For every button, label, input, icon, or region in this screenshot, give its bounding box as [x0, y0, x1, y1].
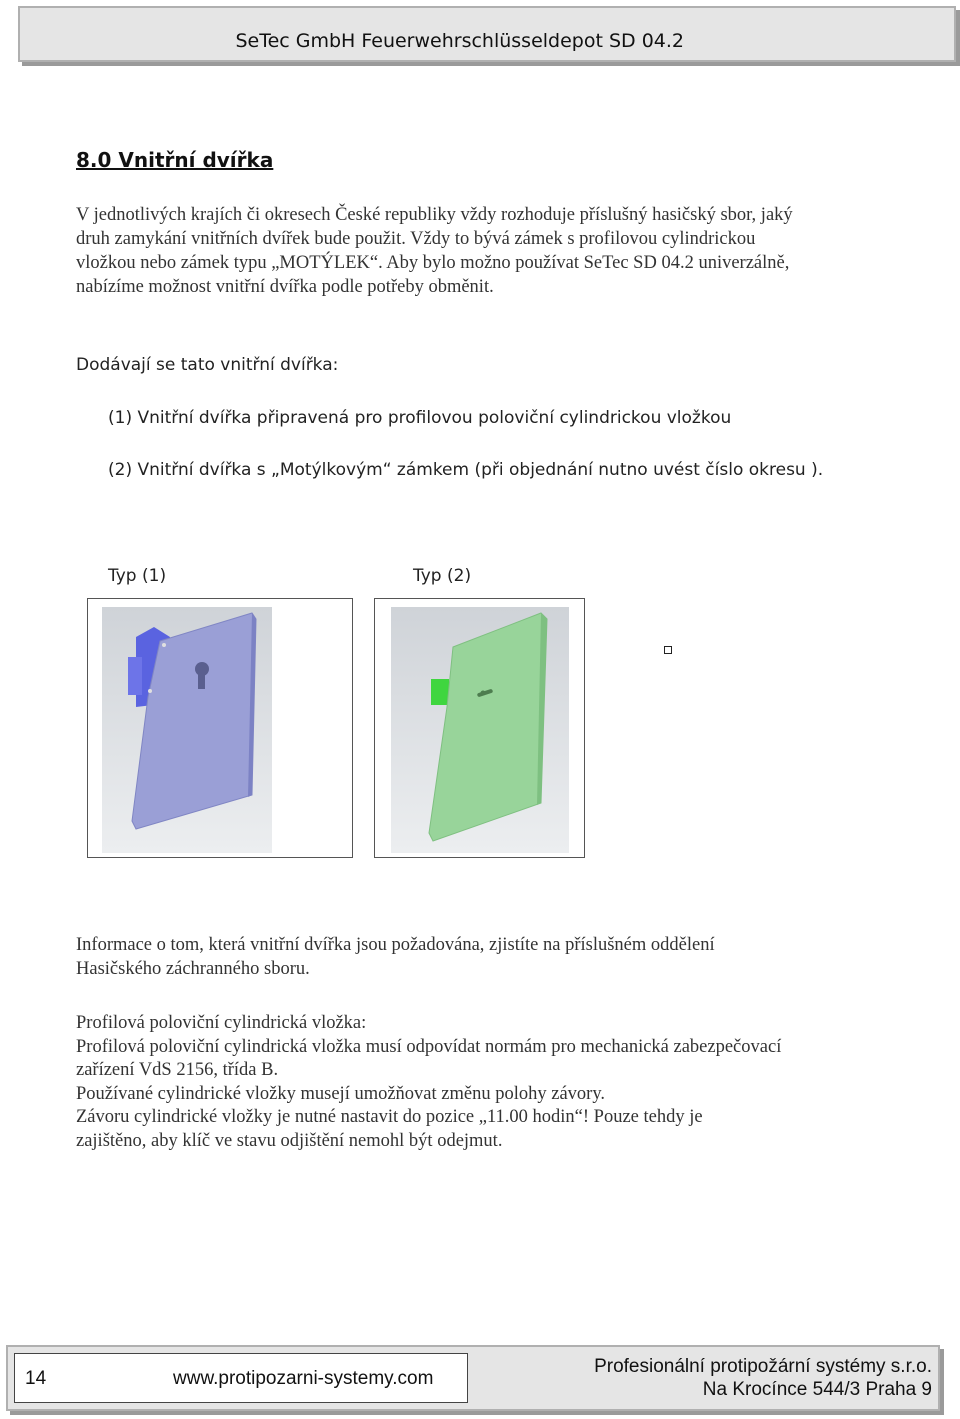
profile-line: zajištěno, aby klíč ve stavu odjištění nemohl být odejmut.: [76, 1130, 503, 1151]
type1-label: Typ (1): [108, 566, 167, 586]
section-heading: 8.0 Vnitřní dvířka: [76, 148, 274, 172]
intro-paragraph: V jednotlivých krajích či okresech České republiky vždy rozhoduje příslušný hasičský sbor, jaký druh zamykání vnitřních dvířek bude použit. Vždy to bývá zámek s profilovou cylindrickou vložkou nebo zámek typu „MOTÝLEK“. Aby bylo možno používat SeTec SD 04.2 univerzálně, nabízíme možnost vnitřní dvířka podle potřeby obměnit.: [76, 205, 793, 297]
footer-left-box: [14, 1353, 468, 1403]
lock-block: [431, 679, 449, 705]
page-footer: [6, 1345, 940, 1411]
door-type2-figure: [374, 598, 585, 858]
profile-section: [76, 1012, 896, 1153]
door-type2-image: [391, 607, 569, 853]
supply-intro: Dodávají se tato vnitřní dvířka:: [76, 355, 339, 375]
door-type1-image: [102, 607, 272, 853]
page-header: [18, 6, 956, 62]
footer-url[interactable]: www.protipozarni-systemy.com: [173, 1368, 434, 1389]
small-square-marker: [664, 646, 672, 654]
company-address: Na Krocínce 544/3 Praha 9: [702, 1379, 932, 1400]
supply-item-1: (1) Vnitřní dvířka připravená pro profilovou poloviční cylindrickou vložkou: [108, 408, 732, 428]
profile-line: Závoru cylindrické vložky je nutné nastavit do pozice „11.00 hodin“! Pouze tehdy je: [76, 1107, 703, 1127]
type2-label: Typ (2): [413, 566, 472, 586]
supply-item-2: (2) Vnitřní dvířka s „Motýlkovým“ zámkem (při objednání nutno uvést číslo okresu ).: [108, 460, 824, 480]
info-paragraph: Informace o tom, která vnitřní dvířka jsou požadována, zjistíte na příslušném oddělení Hasičského záchranného sboru.: [76, 935, 715, 979]
profile-line: Profilová poloviční cylindrická vložka musí odpovídat normám pro mechanická zabezpečovací: [76, 1036, 782, 1057]
door-type1-figure: [87, 598, 353, 858]
page-number: 14: [25, 1368, 47, 1389]
lock-block: [128, 657, 142, 695]
footer-company-info: [594, 1355, 932, 1401]
profile-title: Profilová poloviční cylindrická vložka:: [76, 1013, 367, 1033]
header-title: SeTec GmbH Feuerwehrschlüsseldepot SD 04.2: [235, 30, 684, 52]
company-name: Profesionální protipožární systémy s.r.o.: [594, 1356, 932, 1377]
profile-line: Používané cylindrické vložky musejí umožňovat změnu polohy závory.: [76, 1083, 605, 1104]
profile-line: zařízení VdS 2156, třída B.: [76, 1060, 279, 1080]
